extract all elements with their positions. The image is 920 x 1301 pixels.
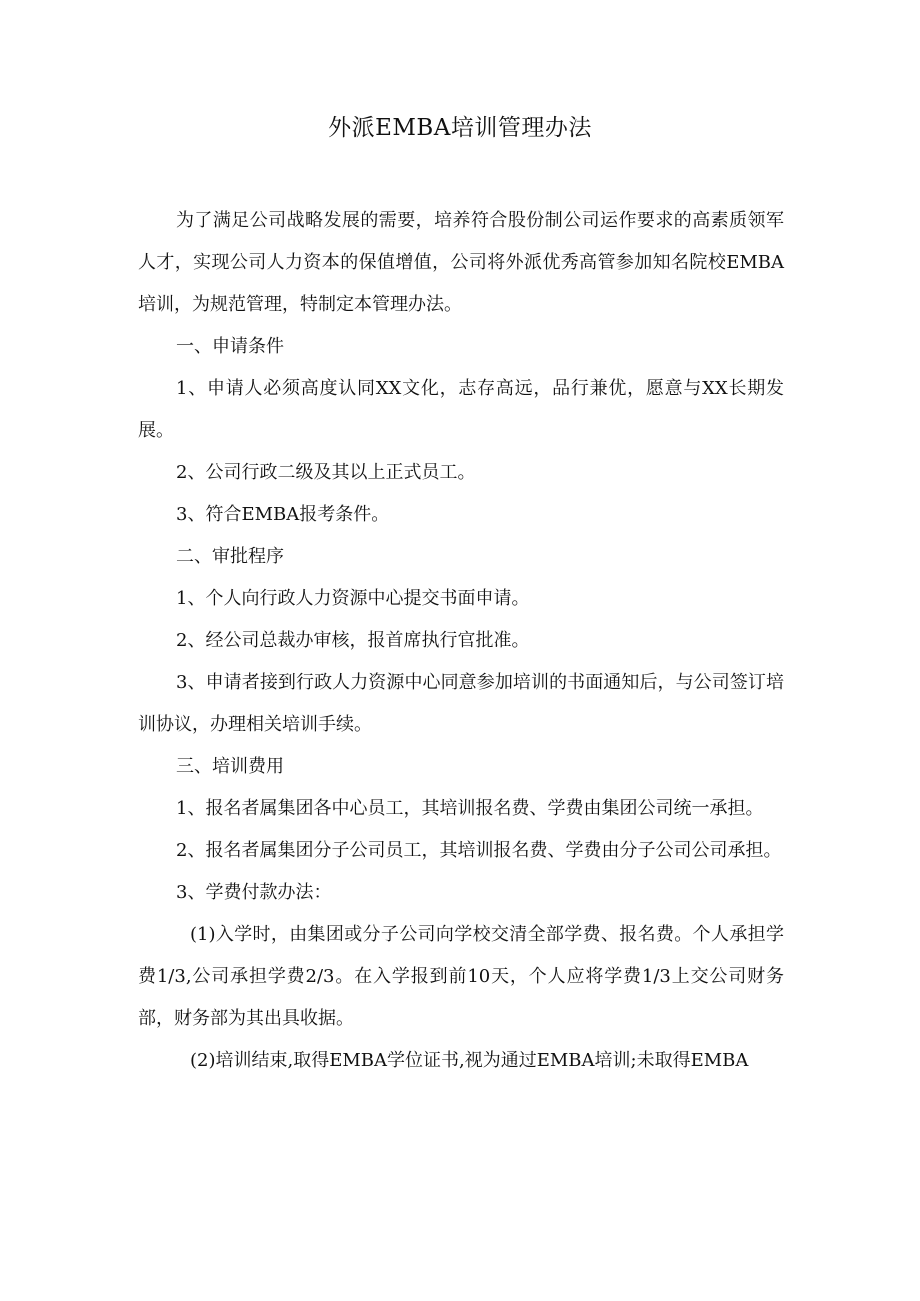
fees-item-3: 3、学费付款办法：: [176, 882, 332, 903]
approval-item-3: 3、申请者接到行政人力资源中心同意参加培训的书面通知后，与公司签订培训协议，办理相关培训手续。: [138, 672, 784, 735]
section-heading-application: 一、申请条件: [176, 336, 284, 357]
document-body: [138, 200, 784, 1082]
application-item-1: 1、申请人必须高度认同XX文化，志存高远，品行兼优，愿意与XX长期发展。: [138, 378, 784, 441]
section-heading-fees: 三、培训费用: [176, 756, 284, 777]
payment-clause-1: (1)入学时，由集团或分子公司向学校交清全部学费、报名费。个人承担学费1/3,公司承担学费2/3。在入学报到前10天，个人应将学费1/3上交公司财务部，财务部为其出具收据。: [138, 924, 784, 1029]
fees-item-1: 1、报名者属集团各中心员工，其培训报名费、学费由集团公司统一承担。: [176, 798, 764, 819]
fees-item-2: 2、报名者属集团分子公司员工，其培训报名费、学费由分子公司公司承担。: [176, 840, 782, 861]
application-item-3: 3、符合EMBA报考条件。: [176, 504, 390, 525]
approval-item-2: 2、经公司总裁办审核，报首席执行官批准。: [176, 630, 530, 651]
intro-paragraph: 为了满足公司战略发展的需要，培养符合股份制公司运作要求的高素质领军人才，实现公司人力资本的保值增值，公司将外派优秀高管参加知名院校EMBA培训，为规范管理，特制定本管理办法。: [138, 210, 784, 315]
document-title: 外派EMBA培训管理办法: [328, 115, 592, 141]
approval-item-1: 1、个人向行政人力资源中心提交书面申请。: [176, 588, 530, 609]
payment-clause-2: (2)培训结束,取得EMBA学位证书,视为通过EMBA培训;未取得EMBA: [190, 1050, 749, 1071]
application-item-2: 2、公司行政二级及其以上正式员工。: [176, 462, 476, 483]
section-heading-approval: 二、审批程序: [176, 546, 284, 567]
